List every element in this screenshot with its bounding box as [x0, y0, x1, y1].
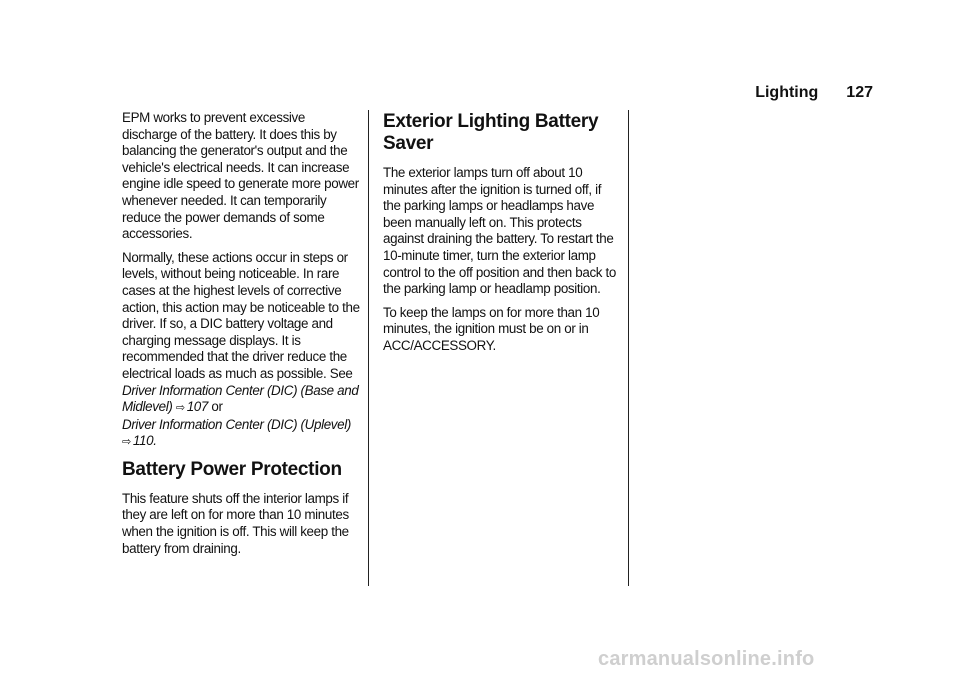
- left-column: [122, 110, 360, 564]
- right-column: [383, 110, 621, 362]
- or-text: or: [211, 399, 223, 415]
- watermark: carmanualsonline.info: [598, 648, 815, 670]
- epm-paragraph: EPM works to prevent excessive discharge of the battery. It does this by balancing the generator's output and the vehicle's electrical needs. It can increase engine idle speed to generate more power whenever needed. It can temporarily reduce the power demands of some accessories.: [122, 110, 359, 242]
- normally-paragraph: [122, 250, 360, 451]
- battery-saver-paragraph: The exterior lamps turn off about 10 minutes after the ignition is turned off, if the parking lamps or headlamps have been manually left on. This protects against draining the battery. To restart the 10-minute timer, turn the exterior lamp control to the off position and then back to the parking lamp or headlamp position.: [383, 165, 616, 297]
- normally-text: Normally, these actions occur in steps or levels, without being noticeable. In rare cases at the highest levels of corrective action, this action may be noticeable to the driver. If so, a DIC battery voltage and charging message displays. It is recommended that the driver reduce the electrical loads as much as possible. See: [122, 249, 360, 381]
- page-number: 127: [846, 84, 873, 101]
- page-reference-arrow-icon: ⇨: [175, 402, 185, 415]
- keep-lamps-paragraph: To keep the lamps on for more than 10 minutes, the ignition must be on or in ACC/ACCESSORY.: [383, 304, 600, 353]
- battery-power-protection-heading: Battery Power Protection: [122, 458, 342, 480]
- column-divider-right: [628, 110, 629, 586]
- dic-base-page-link[interactable]: 107: [186, 399, 208, 415]
- battery-protection-paragraph: This feature shuts off the interior lamps if they are left on for more than 10 minutes when the ignition is off. This will keep the battery from draining.: [122, 490, 349, 556]
- page-header: [755, 84, 873, 102]
- page-reference-arrow-icon: ⇨: [122, 436, 131, 449]
- column-divider-left: [368, 110, 369, 586]
- dic-uplevel-page-link[interactable]: 110: [132, 433, 154, 449]
- dic-uplevel-link[interactable]: Driver Information Center (DIC) (Uplevel): [122, 416, 351, 432]
- period: .: [153, 433, 157, 449]
- battery-saver-heading: Exterior Lighting Battery Saver: [383, 111, 599, 154]
- section-title: Lighting: [755, 84, 819, 101]
- dic-base-link[interactable]: Driver Information Center (DIC) (Base and Midlevel): [122, 382, 359, 415]
